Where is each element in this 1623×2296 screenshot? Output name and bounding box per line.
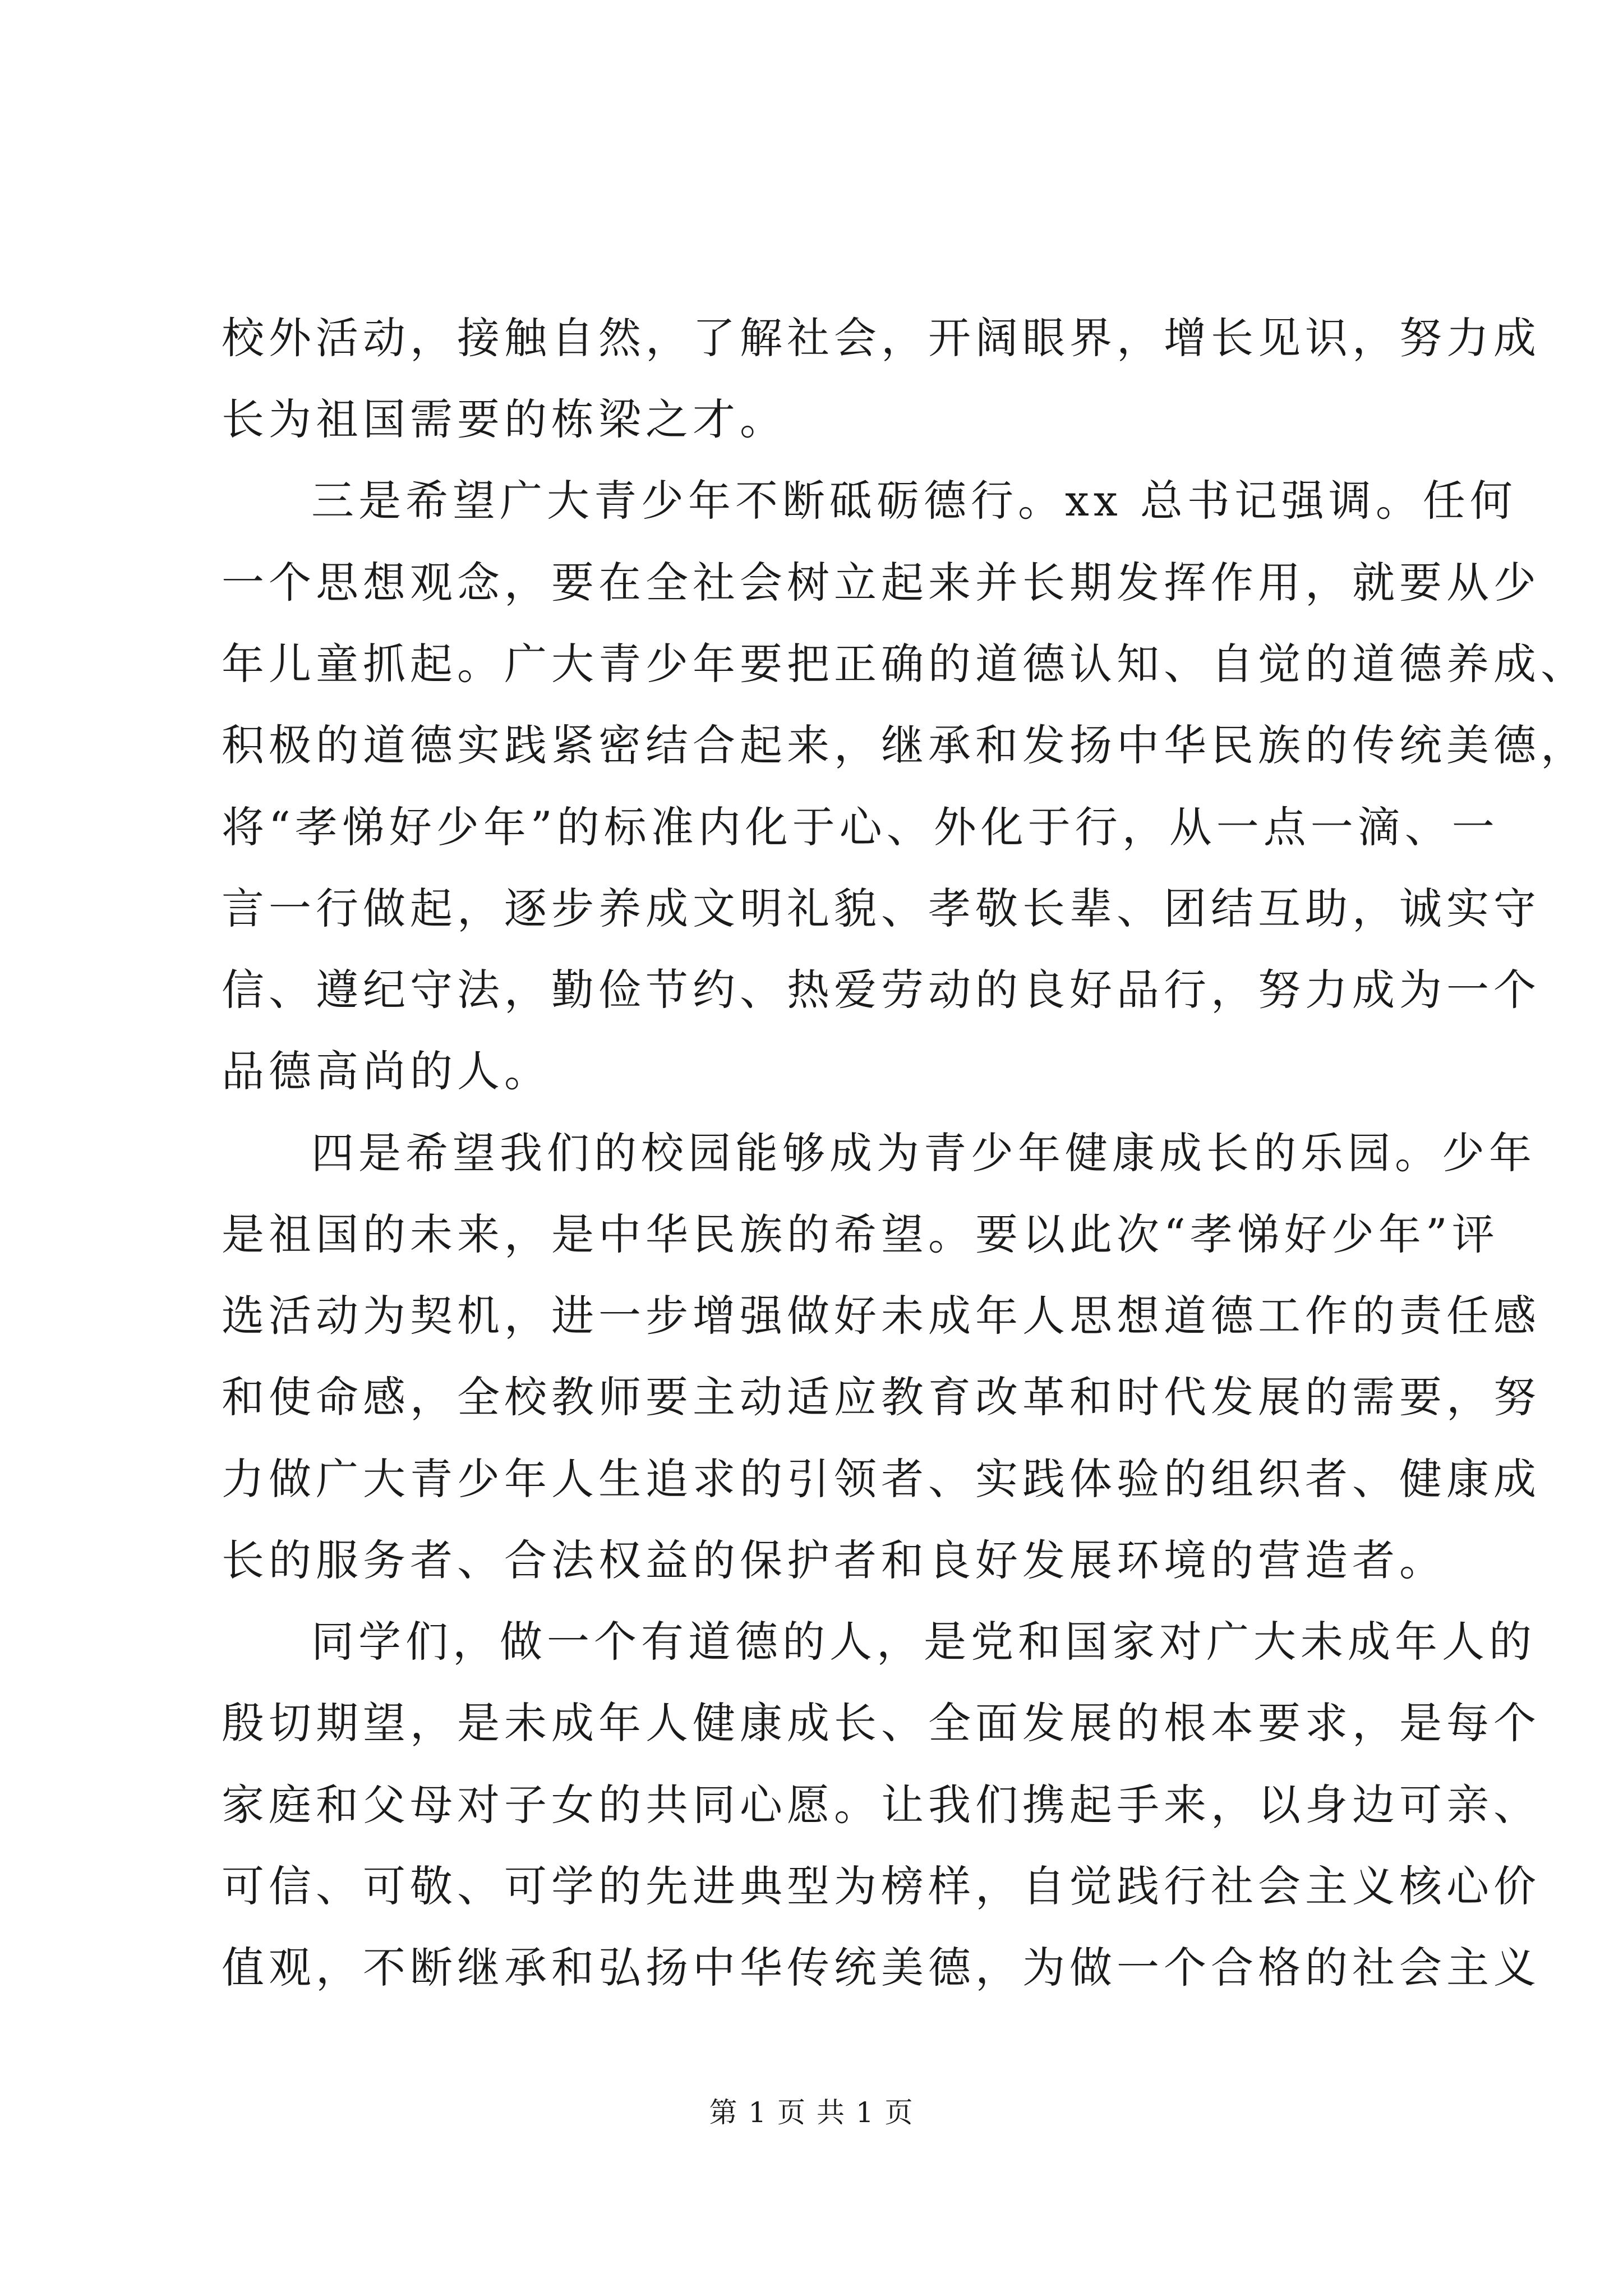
paragraph-start-line: 同学们，做一个有道德的人，是党和国家对广大未成年人的	[311, 1617, 1536, 1667]
paragraph-start-line: 四是希望我们的校园能够成为青少年健康成长的乐园。少年	[311, 1128, 1536, 1178]
text-line: 一个思想观念，要在全社会树立起来并长期发挥作用，就要从少	[222, 558, 1541, 608]
text-line: 长的服务者、合法权益的保护者和良好发展环境的营造者。	[222, 1535, 1446, 1585]
text-line: 家庭和父母对子女的共同心愿。让我们携起手来，以身边可亲、	[222, 1780, 1541, 1830]
paragraph-start-line: 三是希望广大青少年不断砥砺德行。xx 总书记强调。任何	[311, 476, 1517, 526]
text-line: 和使命感，全校教师要主动适应教育改革和时代发展的需要，努	[222, 1372, 1541, 1422]
text-line: 将“孝悌好少年”的标准内化于心、外化于行，从一点一滴、一	[222, 802, 1499, 852]
text-line: 可信、可敬、可学的先进典型为榜样，自觉践行社会主义核心价	[222, 1861, 1541, 1911]
text-line: 殷切期望，是未成年人健康成长、全面发展的根本要求，是每个	[222, 1698, 1541, 1748]
text-line: 品德高尚的人。	[222, 1046, 551, 1096]
text-line: 言一行做起，逐步养成文明礼貌、孝敬长辈、团结互助，诚实守	[222, 884, 1541, 933]
text-line: 积极的道德实践紧密结合起来，继承和发扬中华民族的传统美德，	[222, 720, 1588, 770]
text-line: 力做广大青少年人生追求的引领者、实践体验的组织者、健康成	[222, 1454, 1541, 1504]
text-line: 值观，不断继承和弘扬中华传统美德，为做一个合格的社会主义	[222, 1943, 1541, 1993]
text-line: 信、遵纪守法，勤俭节约、热爱劳动的良好品行，努力成为一个	[222, 965, 1541, 1015]
text-line: 长为祖国需要的栋梁之才。	[222, 394, 787, 444]
text-line: 年儿童抓起。广大青少年要把正确的道德认知、自觉的道德养成、	[222, 639, 1588, 689]
text-line: 校外活动，接触自然，了解社会，开阔眼界，增长见识，努力成	[222, 313, 1541, 363]
text-line: 选活动为契机，进一步增强做好未成年人思想道德工作的责任感	[222, 1291, 1541, 1341]
page-footer: 第 1 页 共 1 页	[709, 2096, 914, 2129]
text-line: 是祖国的未来，是中华民族的希望。要以此次“孝悌好少年”评	[222, 1209, 1499, 1259]
